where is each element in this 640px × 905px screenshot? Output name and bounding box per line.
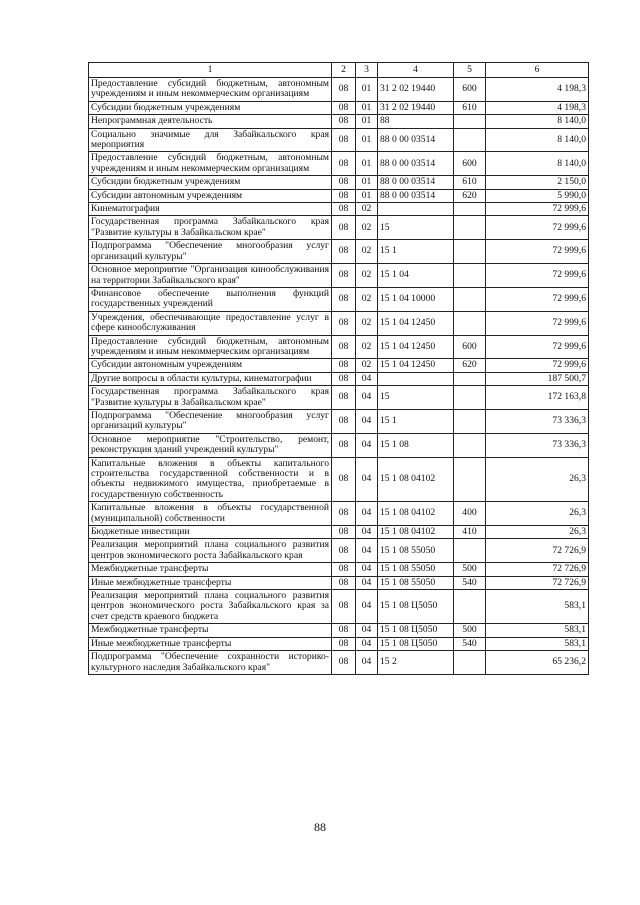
cell-subsection: 04 bbox=[356, 563, 378, 576]
cell-name: Капитальные вложения в объекты капитального строительства государственной собственности и в объекты недвижимого имущества, приобретаемые в государственную собственность bbox=[89, 457, 332, 502]
table-row bbox=[89, 216, 589, 240]
cell-target-code: 15 1 bbox=[378, 240, 454, 264]
cell-amount: 187 500,7 bbox=[486, 372, 589, 385]
cell-amount: 2 150,0 bbox=[486, 176, 589, 189]
cell-section: 08 bbox=[332, 176, 356, 189]
cell-target-code: 15 bbox=[378, 216, 454, 240]
cell-name: Подпрограмма "Обеспечение сохранности историко-культурного наследия Забайкальского края" bbox=[89, 651, 332, 675]
table-header-row bbox=[89, 63, 589, 78]
cell-section: 08 bbox=[332, 240, 356, 264]
cell-section: 08 bbox=[332, 637, 356, 650]
cell-name: Учреждения, обеспечивающие предоставление услуг в сфере кинообслуживания bbox=[89, 311, 332, 335]
cell-section: 08 bbox=[332, 311, 356, 335]
cell-target-code: 15 1 04 12450 bbox=[378, 311, 454, 335]
table-row bbox=[89, 409, 589, 433]
cell-name: Предоставление субсидий бюджетным, автономным учреждениям и иным некоммерческим организациям bbox=[89, 335, 332, 359]
cell-section: 08 bbox=[332, 539, 356, 563]
cell-target-code: 88 0 00 03514 bbox=[378, 189, 454, 202]
cell-subsection: 01 bbox=[356, 152, 378, 176]
cell-expense-type: 620 bbox=[454, 359, 486, 372]
cell-target-code: 15 1 04 12450 bbox=[378, 359, 454, 372]
cell-expense-type bbox=[454, 128, 486, 152]
budget-table bbox=[88, 62, 589, 675]
cell-name: Субсидии автономным учреждениям bbox=[89, 359, 332, 372]
cell-subsection: 01 bbox=[356, 101, 378, 114]
cell-amount: 4 198,3 bbox=[486, 101, 589, 114]
cell-amount: 65 236,2 bbox=[486, 651, 589, 675]
cell-subsection: 01 bbox=[356, 115, 378, 128]
cell-expense-type bbox=[454, 240, 486, 264]
cell-amount: 72 999,6 bbox=[486, 335, 589, 359]
cell-target-code: 88 0 00 03514 bbox=[378, 128, 454, 152]
cell-expense-type bbox=[454, 216, 486, 240]
cell-section: 08 bbox=[332, 287, 356, 311]
cell-section: 08 bbox=[332, 264, 356, 288]
cell-amount: 72 999,6 bbox=[486, 264, 589, 288]
cell-section: 08 bbox=[332, 502, 356, 526]
cell-subsection: 04 bbox=[356, 502, 378, 526]
cell-subsection: 01 bbox=[356, 78, 378, 102]
table-row bbox=[89, 539, 589, 563]
cell-target-code: 88 0 00 03514 bbox=[378, 176, 454, 189]
cell-expense-type bbox=[454, 372, 486, 385]
cell-amount: 72 726,9 bbox=[486, 539, 589, 563]
cell-expense-type: 620 bbox=[454, 189, 486, 202]
cell-target-code: 15 2 bbox=[378, 651, 454, 675]
cell-name: Кинематография bbox=[89, 203, 332, 216]
cell-expense-type bbox=[454, 287, 486, 311]
cell-name: Основное мероприятие "Организация кинообслуживания на территории Забайкальского края" bbox=[89, 264, 332, 288]
cell-section: 08 bbox=[332, 457, 356, 502]
cell-name: Предоставление субсидий бюджетным, автономным учреждениям и иным некоммерческим организациям bbox=[89, 152, 332, 176]
table-row bbox=[89, 335, 589, 359]
table-row bbox=[89, 457, 589, 502]
cell-subsection: 04 bbox=[356, 590, 378, 624]
cell-amount: 73 336,3 bbox=[486, 409, 589, 433]
table-row bbox=[89, 563, 589, 576]
cell-section: 08 bbox=[332, 624, 356, 637]
cell-expense-type bbox=[454, 433, 486, 457]
table-row bbox=[89, 78, 589, 102]
cell-section: 08 bbox=[332, 335, 356, 359]
cell-expense-type bbox=[454, 590, 486, 624]
table-row bbox=[89, 526, 589, 539]
cell-name: Иные межбюджетные трансферты bbox=[89, 637, 332, 650]
cell-amount: 8 140,0 bbox=[486, 152, 589, 176]
cell-name: Финансовое обеспечение выполнения функций государственных учреждений bbox=[89, 287, 332, 311]
cell-target-code: 15 1 04 12450 bbox=[378, 335, 454, 359]
cell-expense-type: 500 bbox=[454, 563, 486, 576]
cell-subsection: 04 bbox=[356, 457, 378, 502]
cell-expense-type: 600 bbox=[454, 152, 486, 176]
cell-subsection: 02 bbox=[356, 311, 378, 335]
cell-amount: 583,1 bbox=[486, 624, 589, 637]
cell-amount: 72 999,6 bbox=[486, 287, 589, 311]
cell-name: Реализация мероприятий плана социального развития центров экономического роста Забайкальского края bbox=[89, 539, 332, 563]
cell-subsection: 04 bbox=[356, 433, 378, 457]
cell-section: 08 bbox=[332, 433, 356, 457]
cell-subsection: 04 bbox=[356, 624, 378, 637]
cell-name: Подпрограмма "Обеспечение многообразия услуг организаций культуры" bbox=[89, 409, 332, 433]
cell-section: 08 bbox=[332, 651, 356, 675]
cell-expense-type bbox=[454, 386, 486, 410]
cell-name: Предоставление субсидий бюджетным, автономным учреждениям и иным некоммерческим организациям bbox=[89, 78, 332, 102]
cell-target-code: 15 1 08 Ц5050 bbox=[378, 590, 454, 624]
cell-section: 08 bbox=[332, 128, 356, 152]
cell-subsection: 04 bbox=[356, 539, 378, 563]
cell-amount: 26,3 bbox=[486, 526, 589, 539]
cell-amount: 26,3 bbox=[486, 502, 589, 526]
cell-section: 08 bbox=[332, 409, 356, 433]
column-header: 3 bbox=[356, 63, 378, 78]
table-row bbox=[89, 624, 589, 637]
cell-subsection: 02 bbox=[356, 264, 378, 288]
cell-expense-type: 540 bbox=[454, 637, 486, 650]
table-row bbox=[89, 240, 589, 264]
cell-expense-type: 400 bbox=[454, 502, 486, 526]
cell-subsection: 04 bbox=[356, 386, 378, 410]
table-row bbox=[89, 502, 589, 526]
cell-expense-type: 540 bbox=[454, 576, 486, 589]
cell-subsection: 02 bbox=[356, 335, 378, 359]
cell-target-code: 15 1 08 55050 bbox=[378, 539, 454, 563]
cell-amount: 72 726,9 bbox=[486, 576, 589, 589]
cell-section: 08 bbox=[332, 526, 356, 539]
cell-target-code: 15 1 bbox=[378, 409, 454, 433]
cell-expense-type: 610 bbox=[454, 101, 486, 114]
cell-section: 08 bbox=[332, 372, 356, 385]
cell-subsection: 04 bbox=[356, 526, 378, 539]
cell-name: Государственная программа Забайкальского края "Развитие культуры в Забайкальском крае" bbox=[89, 216, 332, 240]
cell-section: 08 bbox=[332, 152, 356, 176]
cell-target-code: 31 2 02 19440 bbox=[378, 101, 454, 114]
cell-subsection: 04 bbox=[356, 576, 378, 589]
page-number: 88 bbox=[314, 820, 326, 834]
cell-target-code: 88 0 00 03514 bbox=[378, 152, 454, 176]
cell-expense-type bbox=[454, 115, 486, 128]
table-row bbox=[89, 176, 589, 189]
table-row bbox=[89, 264, 589, 288]
cell-target-code bbox=[378, 203, 454, 216]
table-row bbox=[89, 128, 589, 152]
cell-name: Бюджетные инвестиции bbox=[89, 526, 332, 539]
cell-amount: 8 140,0 bbox=[486, 115, 589, 128]
cell-expense-type bbox=[454, 311, 486, 335]
cell-section: 08 bbox=[332, 78, 356, 102]
table-body bbox=[89, 78, 589, 675]
cell-amount: 5 990,0 bbox=[486, 189, 589, 202]
cell-subsection: 02 bbox=[356, 216, 378, 240]
cell-name: Иные межбюджетные трансферты bbox=[89, 576, 332, 589]
cell-target-code: 15 1 04 bbox=[378, 264, 454, 288]
cell-subsection: 04 bbox=[356, 372, 378, 385]
cell-expense-type bbox=[454, 651, 486, 675]
cell-section: 08 bbox=[332, 203, 356, 216]
cell-target-code: 15 1 08 04102 bbox=[378, 457, 454, 502]
cell-expense-type bbox=[454, 203, 486, 216]
cell-name: Реализация мероприятий плана социального развития центров экономического роста Забайкальского края за счет средств краевого бюджета bbox=[89, 590, 332, 624]
cell-subsection: 02 bbox=[356, 287, 378, 311]
cell-expense-type: 600 bbox=[454, 335, 486, 359]
column-header: 2 bbox=[332, 63, 356, 78]
cell-target-code: 15 1 08 55050 bbox=[378, 576, 454, 589]
cell-subsection: 04 bbox=[356, 651, 378, 675]
cell-section: 08 bbox=[332, 563, 356, 576]
cell-expense-type: 500 bbox=[454, 624, 486, 637]
cell-target-code: 15 1 04 10000 bbox=[378, 287, 454, 311]
table-row bbox=[89, 287, 589, 311]
table-row bbox=[89, 101, 589, 114]
table-row bbox=[89, 576, 589, 589]
cell-name: Непрограммная деятельность bbox=[89, 115, 332, 128]
cell-amount: 172 163,8 bbox=[486, 386, 589, 410]
cell-subsection: 02 bbox=[356, 240, 378, 264]
table-row bbox=[89, 311, 589, 335]
cell-amount: 583,1 bbox=[486, 590, 589, 624]
cell-expense-type: 410 bbox=[454, 526, 486, 539]
table-row bbox=[89, 152, 589, 176]
cell-name: Субсидии бюджетным учреждениям bbox=[89, 101, 332, 114]
cell-name: Капитальные вложения в объекты государственной (муниципальной) собственности bbox=[89, 502, 332, 526]
cell-subsection: 02 bbox=[356, 203, 378, 216]
cell-subsection: 04 bbox=[356, 637, 378, 650]
cell-amount: 73 336,3 bbox=[486, 433, 589, 457]
cell-name: Подпрограмма "Обеспечение многообразия услуг организаций культуры" bbox=[89, 240, 332, 264]
cell-name: Социально значимые для Забайкальского края мероприятия bbox=[89, 128, 332, 152]
cell-section: 08 bbox=[332, 115, 356, 128]
column-header: 5 bbox=[454, 63, 486, 78]
cell-target-code: 31 2 02 19440 bbox=[378, 78, 454, 102]
cell-subsection: 02 bbox=[356, 359, 378, 372]
table-row bbox=[89, 203, 589, 216]
cell-amount: 72 999,6 bbox=[486, 203, 589, 216]
cell-amount: 583,1 bbox=[486, 637, 589, 650]
column-header: 4 bbox=[378, 63, 454, 78]
cell-amount: 72 999,6 bbox=[486, 359, 589, 372]
table-row bbox=[89, 637, 589, 650]
cell-expense-type: 600 bbox=[454, 78, 486, 102]
cell-amount: 8 140,0 bbox=[486, 128, 589, 152]
cell-subsection: 01 bbox=[356, 128, 378, 152]
table-row bbox=[89, 359, 589, 372]
column-header: 6 bbox=[486, 63, 589, 78]
cell-target-code: 15 1 08 04102 bbox=[378, 502, 454, 526]
cell-section: 08 bbox=[332, 101, 356, 114]
cell-section: 08 bbox=[332, 386, 356, 410]
table-row bbox=[89, 372, 589, 385]
cell-target-code: 15 1 08 55050 bbox=[378, 563, 454, 576]
cell-subsection: 01 bbox=[356, 176, 378, 189]
cell-subsection: 04 bbox=[356, 409, 378, 433]
table-row bbox=[89, 115, 589, 128]
cell-expense-type: 610 bbox=[454, 176, 486, 189]
table-row bbox=[89, 590, 589, 624]
column-header: 1 bbox=[89, 63, 332, 78]
cell-name: Другие вопросы в области культуры, кинематографии bbox=[89, 372, 332, 385]
cell-name: Субсидии автономным учреждениям bbox=[89, 189, 332, 202]
cell-target-code: 88 bbox=[378, 115, 454, 128]
cell-section: 08 bbox=[332, 359, 356, 372]
table-row bbox=[89, 433, 589, 457]
cell-section: 08 bbox=[332, 576, 356, 589]
cell-section: 08 bbox=[332, 216, 356, 240]
cell-amount: 26,3 bbox=[486, 457, 589, 502]
cell-amount: 72 999,6 bbox=[486, 240, 589, 264]
cell-target-code: 15 1 08 Ц5050 bbox=[378, 624, 454, 637]
cell-expense-type bbox=[454, 409, 486, 433]
cell-amount: 4 198,3 bbox=[486, 78, 589, 102]
cell-amount: 72 999,6 bbox=[486, 311, 589, 335]
cell-name: Межбюджетные трансферты bbox=[89, 624, 332, 637]
cell-name: Межбюджетные трансферты bbox=[89, 563, 332, 576]
cell-expense-type bbox=[454, 264, 486, 288]
table-row bbox=[89, 651, 589, 675]
cell-subsection: 01 bbox=[356, 189, 378, 202]
cell-amount: 72 999,6 bbox=[486, 216, 589, 240]
cell-amount: 72 726,9 bbox=[486, 563, 589, 576]
cell-target-code bbox=[378, 372, 454, 385]
table-row bbox=[89, 386, 589, 410]
cell-target-code: 15 bbox=[378, 386, 454, 410]
cell-target-code: 15 1 08 Ц5050 bbox=[378, 637, 454, 650]
cell-expense-type bbox=[454, 539, 486, 563]
cell-section: 08 bbox=[332, 189, 356, 202]
cell-section: 08 bbox=[332, 590, 356, 624]
cell-expense-type bbox=[454, 457, 486, 502]
cell-target-code: 15 1 08 04102 bbox=[378, 526, 454, 539]
cell-name: Субсидии бюджетным учреждениям bbox=[89, 176, 332, 189]
cell-name: Основное мероприятие "Строительство, ремонт, реконструкция зданий учреждений культуры" bbox=[89, 433, 332, 457]
table-row bbox=[89, 189, 589, 202]
cell-target-code: 15 1 08 bbox=[378, 433, 454, 457]
cell-name: Государственная программа Забайкальского края "Развитие культуры в Забайкальском крае" bbox=[89, 386, 332, 410]
